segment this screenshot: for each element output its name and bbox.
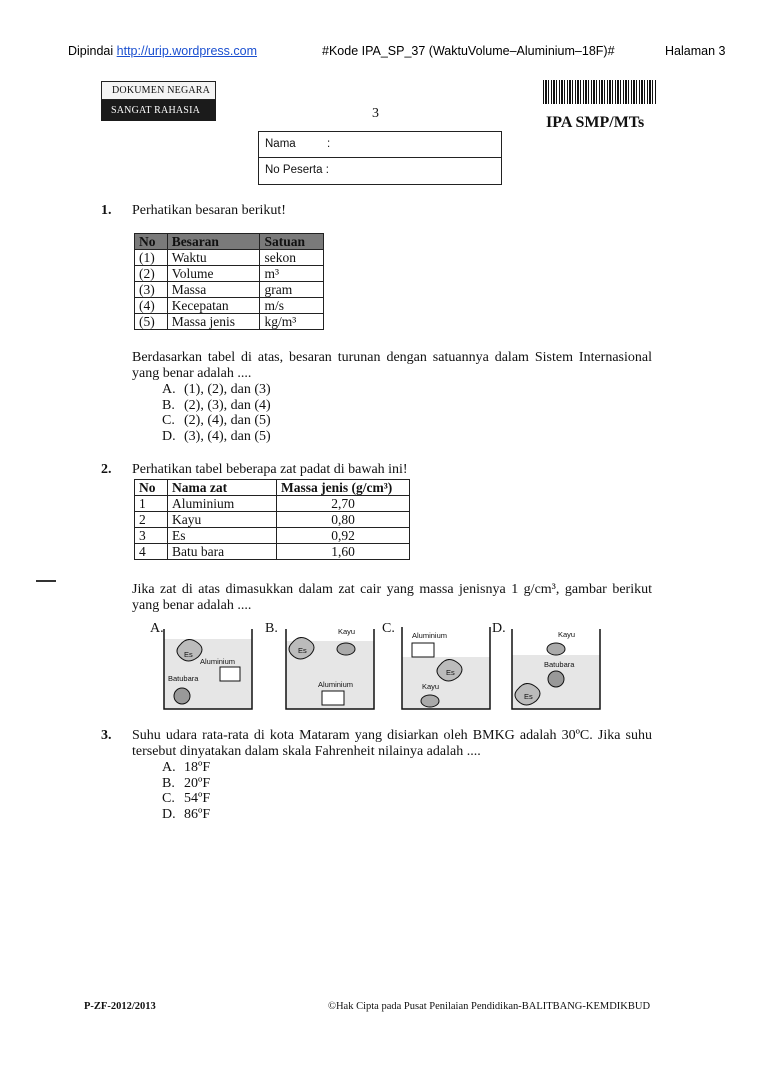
option-letter: B. (162, 397, 175, 413)
figure-label: Es (298, 646, 307, 655)
option-a[interactable] (162, 760, 210, 776)
figure-a[interactable] (162, 621, 262, 711)
figure-label: Batubara (544, 660, 575, 669)
figure-label: Aluminium (200, 657, 236, 666)
q1-table (134, 233, 324, 330)
table-row (135, 512, 410, 528)
scan-source (68, 44, 257, 58)
table-row (135, 544, 410, 560)
option-text: (2), (3), dan (4) (184, 397, 271, 413)
table-cell: 4 (135, 544, 168, 560)
table-cell: Kecepatan (167, 298, 260, 314)
scan-header (0, 44, 768, 64)
barcode-image (543, 80, 657, 104)
table-cell: m³ (260, 266, 324, 282)
peserta-label: No Peserta : (265, 164, 329, 176)
option-text: 18ºF (184, 760, 211, 775)
option-text: 54ºF (184, 791, 211, 806)
nama-label: Nama (265, 138, 296, 150)
option-text: (3), (4), dan (5) (184, 428, 271, 444)
table-cell: kg/m³ (260, 314, 324, 330)
table-cell: (4) (135, 298, 168, 314)
option-c[interactable] (162, 413, 271, 429)
table-cell: Batu bara (168, 544, 277, 560)
table-row (135, 528, 410, 544)
scan-prefix: Dipindai (68, 44, 114, 58)
classification-label (101, 81, 216, 121)
option-letter: A. (162, 760, 176, 775)
figure-c-letter: C. (382, 621, 395, 636)
q2-th-massa: Massa jenis (g/cm³) (277, 480, 410, 496)
q1-th-besaran: Besaran (167, 234, 260, 250)
kayu-shape (547, 643, 565, 655)
figure-d[interactable] (510, 621, 610, 711)
batubara-shape (548, 671, 564, 687)
table-cell: Waktu (167, 250, 260, 266)
scan-link[interactable]: http://urip.wordpress.com (116, 44, 257, 58)
q2-number: 2. (101, 462, 112, 477)
q1-th-satuan: Satuan (260, 234, 324, 250)
option-letter: A. (162, 382, 176, 397)
figure-label: Kayu (558, 630, 576, 639)
page-label: Halaman 3 (665, 44, 726, 58)
table-cell: Es (168, 528, 277, 544)
figure-label: Aluminium (318, 680, 354, 689)
figure-b[interactable] (284, 621, 384, 711)
figure-d-letter: D. (492, 621, 506, 636)
subject-title: IPA SMP/MTs (546, 114, 645, 131)
table-row (135, 282, 324, 298)
option-letter: C. (162, 413, 175, 428)
figure-label: Es (446, 668, 455, 677)
aluminium-block (322, 691, 344, 705)
option-c[interactable] (162, 791, 210, 807)
option-a[interactable] (162, 382, 271, 398)
table-cell: 1 (135, 496, 168, 512)
q2-th-no: No (135, 480, 168, 496)
table-cell: 2 (135, 512, 168, 528)
nama-colon: : (327, 138, 331, 150)
option-text: 86ºF (184, 806, 211, 822)
table-cell: (5) (135, 314, 168, 330)
label-dokumen-negara: DOKUMEN NEGARA (101, 81, 216, 100)
q3-number: 3. (101, 728, 112, 743)
table-cell: 2,70 (277, 496, 410, 512)
option-text: 20ºF (184, 775, 211, 791)
table-row (135, 298, 324, 314)
page-number: 3 (372, 106, 379, 121)
footer-code: P-ZF-2012/2013 (84, 1001, 156, 1012)
margin-mark (36, 580, 56, 582)
figure-b-letter: B. (265, 621, 278, 636)
table-cell: sekon (260, 250, 324, 266)
q3-question: Suhu udara rata-rata di kota Mataram yang disiarkan oleh BMKG adalah 30ºC. Jika suhu tersebut dinyatakan dalam skala Fahrenheit nilainya adalah .... (132, 728, 652, 759)
table-cell: m/s (260, 298, 324, 314)
participant-id-box (258, 131, 502, 185)
aluminium-block (220, 667, 240, 681)
table-cell: (2) (135, 266, 168, 282)
q1-number: 1. (101, 203, 112, 218)
table-row (135, 496, 410, 512)
figure-a-letter: A. (150, 621, 164, 636)
table-cell: 3 (135, 528, 168, 544)
document-code: #Kode IPA_SP_37 (WaktuVolume–Aluminium–18F)# (322, 44, 615, 58)
label-sangat-rahasia: SANGAT RAHASIA (101, 100, 216, 121)
option-text: (2), (4), dan (5) (184, 413, 271, 428)
table-cell: (1) (135, 250, 168, 266)
table-cell: 0,92 (277, 528, 410, 544)
table-row (135, 314, 324, 330)
kayu-shape (421, 695, 439, 707)
figure-c[interactable] (400, 621, 500, 711)
table-cell: Aluminium (168, 496, 277, 512)
table-cell: (3) (135, 282, 168, 298)
option-letter: D. (162, 806, 176, 822)
aluminium-block (412, 643, 434, 657)
q2-question: Jika zat di atas dimasukkan dalam zat cair yang massa jenisnya 1 g/cm³, gambar berikut yang benar adalah .... (132, 582, 652, 613)
table-cell: 1,60 (277, 544, 410, 560)
nama-row (259, 132, 501, 157)
table-cell: Massa jenis (167, 314, 260, 330)
figure-label: Es (524, 692, 533, 701)
q1-options (162, 382, 271, 444)
q2-table (134, 479, 410, 560)
q1-prompt: Perhatikan besaran berikut! (132, 203, 286, 218)
q1-table-header (135, 234, 324, 250)
figure-label: Aluminium (412, 631, 448, 640)
table-cell: 0,80 (277, 512, 410, 528)
q2-figures (150, 621, 610, 711)
option-letter: C. (162, 791, 175, 806)
option-letter: D. (162, 428, 176, 444)
option-b[interactable] (162, 776, 210, 792)
figure-label: Batubara (168, 674, 199, 683)
q1-question: Berdasarkan tabel di atas, besaran turunan dengan satuannya dalam Sistem Internasional yang benar adalah .... (132, 350, 652, 381)
option-text: (1), (2), dan (3) (184, 382, 271, 397)
q2-prompt: Perhatikan tabel beberapa zat padat di bawah ini! (132, 462, 408, 477)
figure-label: Es (184, 650, 193, 659)
q1-th-no: No (135, 234, 168, 250)
footer-copyright: ©Hak Cipta pada Pusat Penilaian Pendidikan-BALITBANG-KEMDIKBUD (328, 1001, 651, 1012)
q3-options (162, 760, 210, 822)
figure-label: Kayu (422, 682, 440, 691)
table-cell: Massa (167, 282, 260, 298)
option-letter: B. (162, 775, 175, 791)
q2-th-nama: Nama zat (168, 480, 277, 496)
kayu-shape (337, 643, 355, 655)
figure-label: Kayu (338, 627, 356, 636)
option-d[interactable] (162, 807, 210, 823)
table-cell: Kayu (168, 512, 277, 528)
table-cell: Volume (167, 266, 260, 282)
option-d[interactable] (162, 429, 271, 445)
option-b[interactable] (162, 398, 271, 414)
table-cell: gram (260, 282, 324, 298)
batubara-shape (174, 688, 190, 704)
peserta-row (259, 157, 501, 183)
table-row (135, 250, 324, 266)
q2-table-header (135, 480, 410, 496)
table-row (135, 266, 324, 282)
